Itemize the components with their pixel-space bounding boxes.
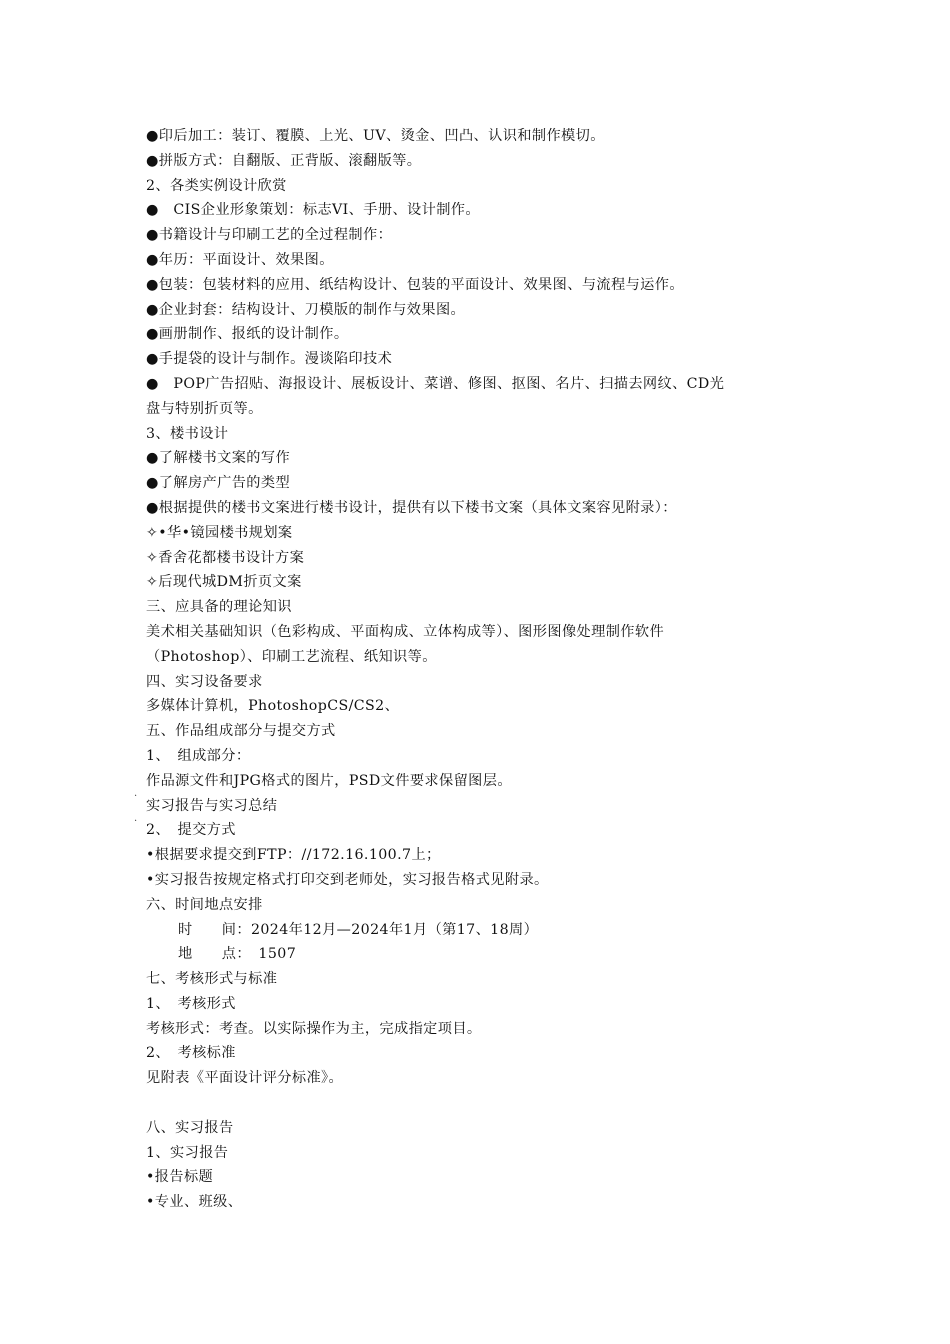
- section-heading: 三、应具备的理论知识: [146, 599, 292, 616]
- text-line: ● POP广告招贴、海报设计、展板设计、菜谱、修图、抠图、名片、扫描去网纹、CD光: [146, 375, 725, 392]
- text-line: ●画册制作、报纸的设计制作。: [146, 326, 349, 343]
- section-heading: 3、楼书设计: [146, 425, 229, 442]
- text-line: ●手提袋的设计与制作。漫谈陷印技术: [146, 351, 393, 368]
- location-line: 地 点： 1507: [178, 946, 297, 963]
- text-line: 见附表《平面设计评分标准》。: [146, 1070, 344, 1087]
- text-line: 考核形式：考查。以实际操作为主，完成指定项目。: [146, 1020, 482, 1037]
- subsection-heading: 1、 组成部分：: [146, 747, 251, 764]
- subsection-heading: 1、 考核形式: [146, 995, 236, 1012]
- text-line: •实习报告按规定格式打印交到老师处，实习报告格式见附录。: [146, 871, 549, 888]
- text-line: ●企业封套：结构设计、刀模版的制作与效果图。: [146, 301, 466, 318]
- section-heading: 八、实习报告: [146, 1119, 234, 1136]
- text-line: •报告标题: [146, 1169, 214, 1186]
- text-line: ●根据提供的楼书文案进行楼书设计，提供有以下楼书文案（具体文案容见附录）：: [146, 499, 677, 516]
- text-line: ✧后现代城DM折页文案: [146, 574, 302, 591]
- text-line: ● CIS企业形象策划：标志VI、手册、设计制作。: [146, 202, 480, 219]
- text-line: ●了解房产广告的类型: [146, 475, 291, 492]
- text-line: 多媒体计算机，PhotoshopCS/CS2、: [146, 698, 400, 715]
- margin-dot-mark: .: [134, 788, 138, 799]
- section-heading: 五、作品组成部分与提交方式: [146, 723, 336, 740]
- section-heading: 六、时间地点安排: [146, 896, 263, 913]
- text-line: 作品源文件和JPG格式的图片，PSD文件要求保留图层。: [146, 772, 512, 789]
- text-line: ●年历：平面设计、效果图。: [146, 251, 334, 268]
- text-line: ✧香舍花都楼书设计方案: [146, 549, 305, 566]
- section-heading: 七、考核形式与标准: [146, 971, 278, 988]
- document-body: [146, 124, 826, 1215]
- blank-line: [146, 1091, 826, 1116]
- subsection-heading: 1、实习报告: [146, 1144, 229, 1161]
- text-line: ✧•华•镜园楼书规划案: [146, 524, 293, 541]
- text-line: 实习报告与实习总结: [146, 797, 278, 814]
- section-heading: 2、各类实例设计欣赏: [146, 177, 287, 194]
- time-line: 时 间：2024年12月—2024年1月（第17、18周）: [178, 921, 539, 938]
- text-line: ●了解楼书文案的写作: [146, 450, 291, 467]
- text-line: ●包装：包装材料的应用、纸结构设计、包装的平面设计、效果图、与流程与运作。: [146, 276, 684, 293]
- text-line: ●拼版方式：自翻版、正背版、滚翻版等。: [146, 152, 422, 169]
- text-line: •专业、班级、: [146, 1194, 243, 1211]
- text-line: 盘与特别折页等。: [146, 400, 263, 417]
- text-line: •根据要求提交到FTP：//172.16.100.7上；: [146, 847, 441, 864]
- subsection-heading: 2、 提交方式: [146, 822, 236, 839]
- text-line: 美术相关基础知识（色彩构成、平面构成、立体构成等）、图形图像处理制作软件: [146, 623, 665, 640]
- text-line: ●印后加工：装订、覆膜、上光、UV、烫金、凹凸、认识和制作模切。: [146, 128, 605, 144]
- section-heading: 四、实习设备要求: [146, 673, 263, 690]
- subsection-heading: 2、 考核标准: [146, 1045, 236, 1062]
- text-line: ●书籍设计与印刷工艺的全过程制作：: [146, 227, 393, 244]
- text-line: （Photoshop）、印刷工艺流程、纸知识等。: [146, 648, 437, 665]
- margin-dot-mark: .: [134, 813, 138, 824]
